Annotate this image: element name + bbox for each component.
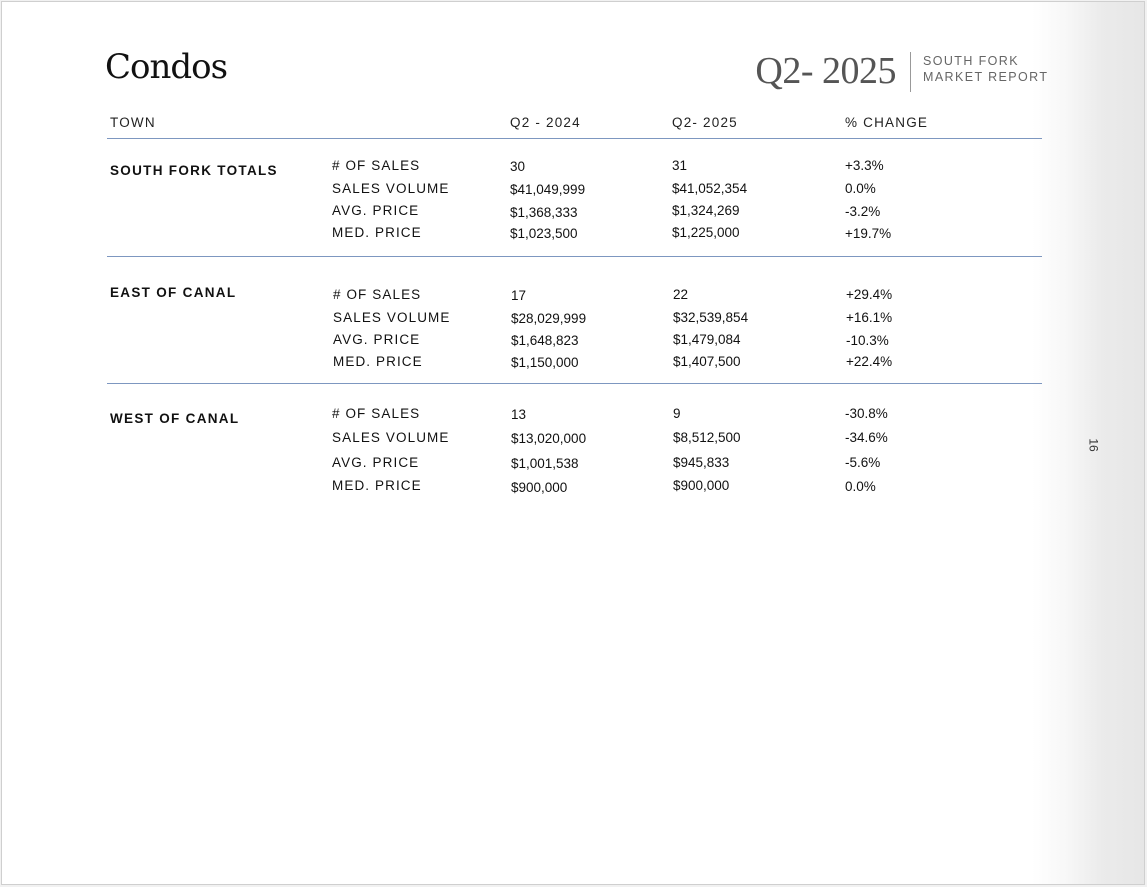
- metric-label: # OF SALES: [332, 158, 421, 173]
- value-q2-2025: $1,324,269: [672, 203, 740, 218]
- value-q2-2024: $13,020,000: [511, 431, 587, 446]
- metric-label: MED. PRICE: [332, 478, 422, 493]
- metric-label: AVG. PRICE: [333, 332, 421, 347]
- value-change: +16.1%: [846, 310, 893, 325]
- town-south-fork-totals: SOUTH FORK TOTALS: [110, 163, 278, 178]
- value-change: +19.7%: [845, 226, 892, 241]
- value-q2-2024: 30: [510, 159, 526, 174]
- value-q2-2025: 9: [673, 406, 681, 421]
- value-q2-2024: 17: [511, 288, 527, 303]
- report-period: Q2- 2025: [755, 50, 896, 92]
- value-change: -10.3%: [846, 333, 889, 348]
- metric-label: AVG. PRICE: [332, 203, 420, 218]
- value-change: 0.0%: [845, 181, 876, 196]
- column-header-q2-2024: Q2 - 2024: [510, 115, 581, 130]
- value-q2-2024: $1,023,500: [510, 226, 578, 241]
- value-change: -3.2%: [845, 204, 881, 219]
- town-west-of-canal: WEST OF CANAL: [110, 411, 240, 426]
- header-divider: [910, 52, 911, 92]
- value-q2-2025: $900,000: [673, 478, 730, 493]
- value-q2-2025: $41,052,354: [672, 181, 748, 196]
- metric-label: AVG. PRICE: [332, 455, 420, 470]
- report-name-line-2: MARKET REPORT: [923, 70, 1049, 84]
- value-q2-2024: $28,029,999: [511, 311, 587, 326]
- value-change: +3.3%: [845, 158, 884, 173]
- value-q2-2024: $1,001,538: [511, 456, 579, 471]
- metric-label: # OF SALES: [332, 406, 421, 421]
- value-q2-2024: $41,049,999: [510, 182, 586, 197]
- value-q2-2025: 31: [672, 158, 688, 173]
- value-q2-2025: $8,512,500: [673, 430, 741, 445]
- column-header-change: % CHANGE: [845, 115, 929, 130]
- value-change: -30.8%: [845, 406, 888, 421]
- report-page: [1, 1, 1145, 885]
- value-q2-2025: $1,479,084: [673, 332, 741, 347]
- value-q2-2025: 22: [673, 287, 689, 302]
- value-change: -5.6%: [845, 455, 881, 470]
- value-q2-2024: $1,368,333: [510, 205, 578, 220]
- metric-label: SALES VOLUME: [332, 181, 450, 196]
- value-change: +22.4%: [846, 354, 893, 369]
- page-number: 16: [1086, 438, 1101, 452]
- group-rule: [107, 383, 1042, 384]
- header-rule: [107, 138, 1042, 139]
- value-q2-2025: $1,225,000: [672, 225, 740, 240]
- town-east-of-canal: EAST OF CANAL: [110, 285, 237, 300]
- page-title: Condos: [105, 47, 228, 87]
- value-q2-2024: 13: [511, 407, 527, 422]
- value-change: 0.0%: [845, 479, 876, 494]
- metric-label: SALES VOLUME: [332, 430, 450, 445]
- group-rule: [107, 256, 1042, 257]
- value-q2-2024: $1,648,823: [511, 333, 579, 348]
- value-q2-2024: $900,000: [511, 480, 568, 495]
- value-q2-2025: $32,539,854: [673, 310, 749, 325]
- metric-label: MED. PRICE: [332, 225, 422, 240]
- value-q2-2025: $1,407,500: [673, 354, 741, 369]
- column-header-town: TOWN: [110, 115, 156, 130]
- column-header-q2-2025: Q2- 2025: [672, 115, 738, 130]
- value-change: -34.6%: [845, 430, 888, 445]
- value-q2-2024: $1,150,000: [511, 355, 579, 370]
- metric-label: SALES VOLUME: [333, 310, 451, 325]
- value-q2-2025: $945,833: [673, 455, 730, 470]
- metric-label: MED. PRICE: [333, 354, 423, 369]
- report-name-line-1: SOUTH FORK: [923, 54, 1019, 68]
- metric-label: # OF SALES: [333, 287, 422, 302]
- report-name: [923, 53, 1048, 85]
- value-change: +29.4%: [846, 287, 893, 302]
